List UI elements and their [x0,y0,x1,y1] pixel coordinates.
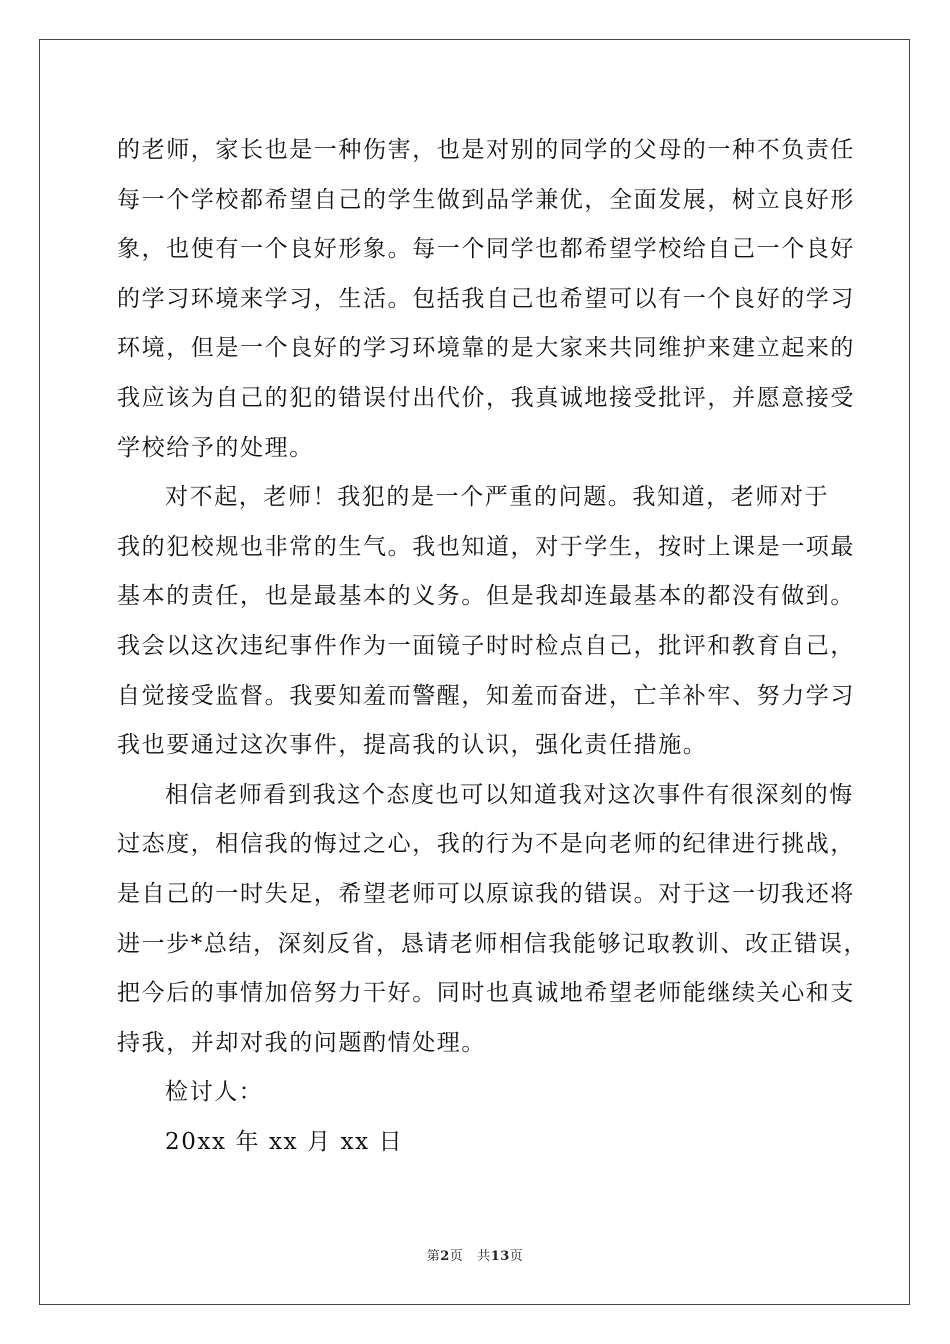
text-line: 我的犯校规也非常的生气。我也知道，对于学生，按时上课是一项最 [117,533,855,560]
total-pages: 13 [490,1249,510,1264]
text-line: 的学习环境来学习，生活。包括我自己也希望可以有一个良好的学习 [117,285,855,312]
text-line: 象，也使有一个良好形象。每一个同学也都希望学校给自己一个良好 [117,236,855,263]
text-line: 进一步*总结，深刻反省，恳请老师相信我能够记取教训、改正错误， [117,930,869,957]
text-line: 持我，并却对我的问题酌情处理。 [117,1029,486,1056]
paragraph-first-line: 相信老师看到我这个态度也可以知道我对这次事件有很深刻的悔 [165,781,854,808]
text-line: 学校给予的处理。 [117,434,314,461]
text-line: 环境，但是一个良好的学习环境靠的是大家来共同维护来建立起来的 [117,335,855,362]
text-line: 把今后的事情加倍努力干好。同时也真诚地希望老师能继续关心和支 [117,980,855,1007]
text-line: 基本的责任，也是最基本的义务。但是我却连最基本的都没有做到。 [117,583,855,610]
text-line: 自觉接受监督。我要知羞而警醒，知羞而奋进，亡羊补牢、努力学习 [117,682,855,709]
text-line: 我也要通过这次事件，提高我的认识，强化责任措施。 [117,732,708,759]
total-prefix: 共 [477,1249,491,1264]
text-line: 每一个学校都希望自己的学生做到品学兼优，全面发展，树立良好形 [117,186,855,213]
text-line: 我会以这次违纪事件作为一面镜子时时检点自己，批评和教育自己， [117,632,855,659]
text-line: 的老师，家长也是一种伤害，也是对别的同学的父母的一种不负责任 [117,137,855,163]
page-number: 2 [440,1249,450,1264]
document-body [117,126,869,1167]
page-prefix: 第 [426,1249,441,1264]
page-footer [0,1245,950,1264]
date-line: 20xx 年 xx 月 xx 日 [165,1128,404,1155]
paragraph-first-line: 对不起，老师！我犯的是一个严重的问题。我知道，老师对于 [165,484,830,511]
total-suffix: 页 [509,1249,524,1264]
text-line: 过态度，相信我的悔过之心，我的行为不是向老师的纪律进行挑战， [117,831,855,858]
page-suffix: 页 [449,1249,464,1264]
text-line: 是自己的一时失足，希望老师可以原谅我的错误。对于这一切我还将 [117,880,855,907]
signature-label: 检讨人： [165,1079,264,1106]
text-line: 我应该为自己的犯的错误付出代价，我真诚地接受批评，并愿意接受 [117,384,855,411]
